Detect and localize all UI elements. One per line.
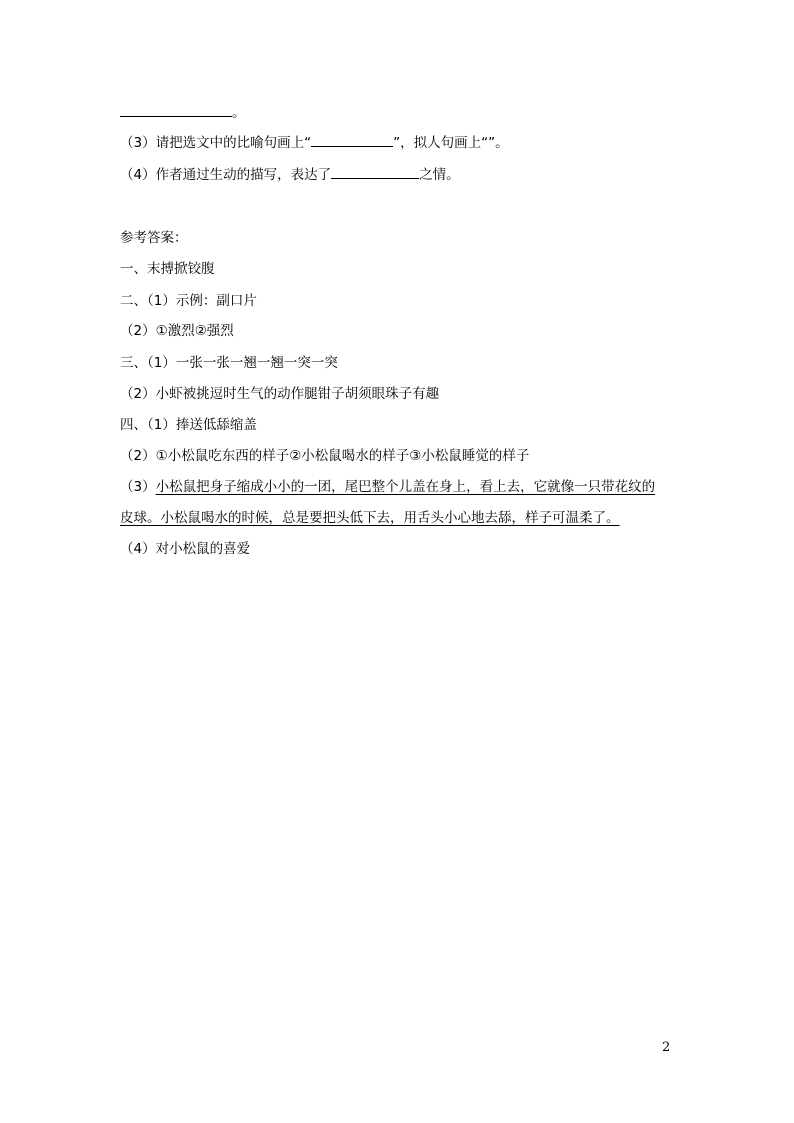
- answer-blank: [311, 134, 393, 147]
- answer-section-2-item-2: （2）①激烈②强烈: [120, 323, 234, 339]
- question-3: [120, 134, 509, 152]
- question-4-prefix: （4）作者通过生动的描写，表达了: [120, 167, 332, 183]
- answer-section-4-item-3-line-1: [120, 478, 655, 496]
- answer-blank: [331, 166, 419, 179]
- question-3-middle: ”，拟人句画上“: [393, 135, 489, 151]
- answer-section-3-item-1: 三、（1）一张一张一翘一翘一突一突: [120, 355, 338, 371]
- answer-blank: [120, 104, 232, 117]
- answer-section-2-item-1: 二、（1）示例：副口片: [120, 293, 257, 309]
- answer-section-4-item-4: （4）对小松鼠的喜爱: [120, 541, 251, 557]
- question-3-suffix: ”。: [488, 135, 509, 151]
- question-4: [120, 166, 460, 184]
- underlined-answer-text: 小松鼠把身子缩成小小的一团，尾巴整个儿盖在身上，看上去，它就像一只带花纹的: [155, 479, 656, 495]
- answers-heading: 参考答案：: [120, 230, 188, 246]
- question-4-suffix: 之情。: [419, 167, 460, 183]
- answer-section-4-item-3-line-2: [120, 509, 620, 527]
- period-text: 。: [232, 105, 246, 121]
- answer-section-4-item-2: （2）①小松鼠吃东西的样子②小松鼠喝水的样子③小松鼠睡觉的样子: [120, 448, 530, 464]
- answer-section-3-item-2: （2）小虾被挑逗时生气的动作腿钳子胡须眼珠子有趣: [120, 386, 440, 402]
- item-number: （3）: [120, 479, 156, 495]
- question-continuation: [120, 104, 246, 122]
- answer-section-1: 一、末搏掀铰腹: [120, 261, 215, 277]
- answer-section-4-item-1: 四、（1）捧送低舔缩盖: [120, 417, 257, 433]
- question-3-prefix: （3）请把选文中的比喻句画上“: [120, 135, 312, 151]
- underlined-answer-text: 皮球。小松鼠喝水的时候，总是要把头低下去，用舌头小心地去舔，样子可温柔了。: [120, 510, 620, 526]
- page-number: 2: [662, 1040, 671, 1055]
